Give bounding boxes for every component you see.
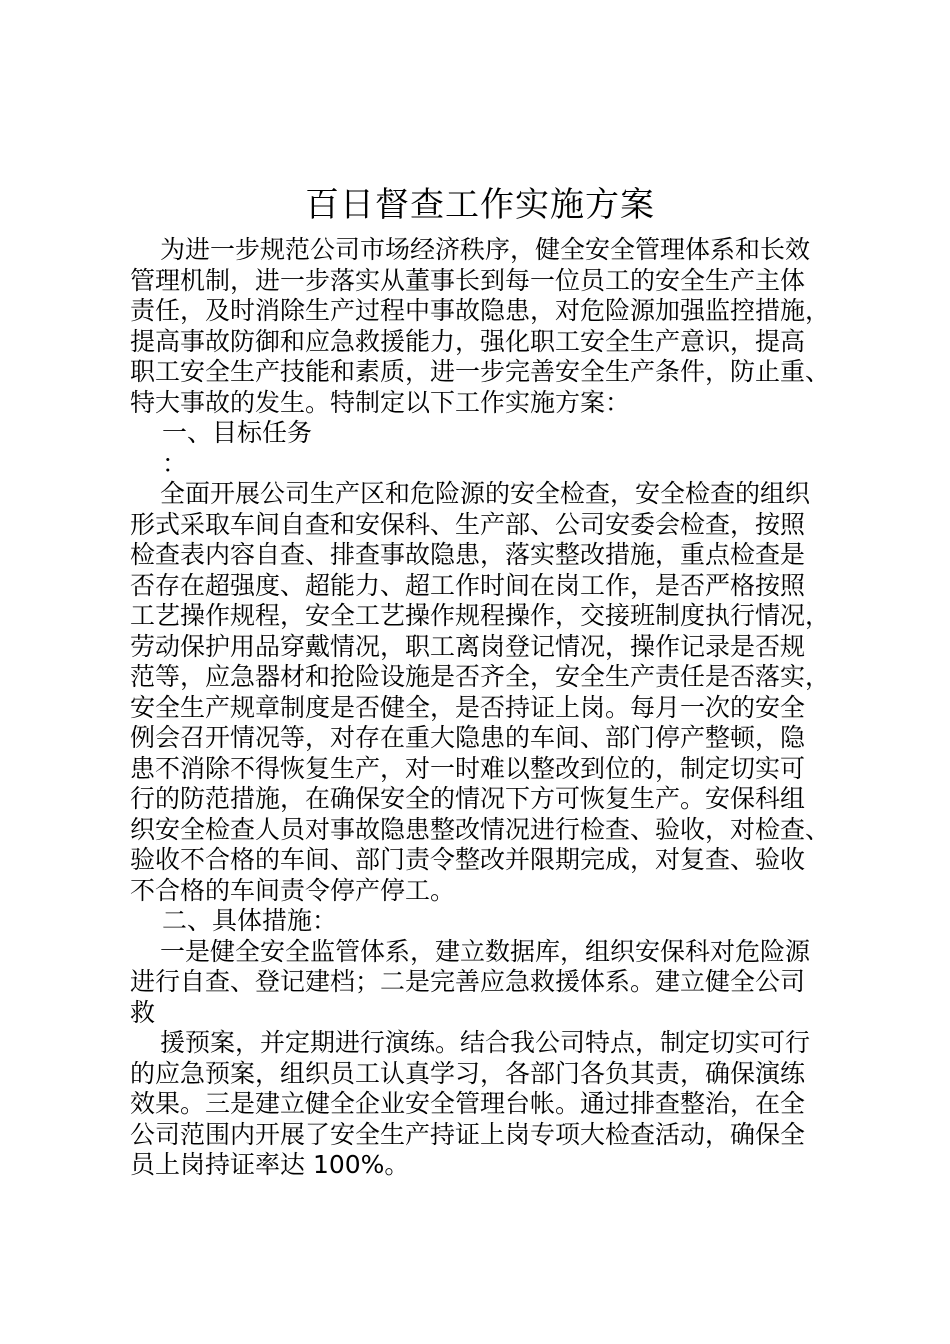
paragraph-line: 范等，应急器材和抢险设施是否齐全，安全生产责任是否落实， [130,662,831,691]
paragraph-line: 形式采取车间自查和安保科、生产部、公司安委会检查，按照 [130,510,806,539]
paragraph-line: 为进一步规范公司市场经济秩序，健全安全管理体系和长效 [160,235,811,264]
paragraph-line: 公司范围内开展了安全生产持证上岗专项大检查活动，确保全 [130,1120,806,1149]
section-heading: 二、具体措施： [162,906,338,935]
paragraph-line: 验收不合格的车间、部门责令整改并限期完成，对复查、验收 [130,845,806,874]
paragraph-line: 劳动保护用品穿戴情况，职工离岗登记情况，操作记录是否规 [130,632,806,661]
paragraph-line: 不合格的车间责令停产停工。 [130,876,456,905]
paragraph-line: 救 [130,998,156,1027]
paragraph-line: 患不消除不得恢复生产，对一时难以整改到位的，制定切实可 [130,754,806,783]
paragraph-line: 责任，及时消除生产过程中事故隐患，对危险源加强监控措施， [130,296,831,325]
paragraph-line: 行的防范措施，在确保安全的情况下方可恢复生产。安保科组 [130,784,806,813]
paragraph-line: 效果。三是建立健全企业安全管理台帐。通过排查整治，在全 [130,1089,806,1118]
paragraph-line: 员上岗持证率达 100%。 [130,1150,410,1179]
paragraph-line: 全面开展公司生产区和危险源的安全检查，安全检查的组织 [160,479,811,508]
paragraph-line: 例会召开情况等，对存在重大隐患的车间、部门停产整顿，隐 [130,723,806,752]
paragraph-line: ： [162,449,188,478]
paragraph-line: 检查表内容自查、排查事故隐患，落实整改措施，重点检查是 [130,540,806,569]
paragraph-line: 织安全检查人员对事故隐患整改情况进行检查、验收，对检查、 [130,815,831,844]
paragraph-line: 安全生产规章制度是否健全，是否持证上岗。每月一次的安全 [130,693,806,722]
paragraph-line: 职工安全生产技能和素质，进一步完善安全生产条件，防止重、 [130,357,831,386]
paragraph-line: 管理机制，进一步落实从董事长到每一位员工的安全生产主体 [130,266,806,295]
document-title: 百日督查工作实施方案 [305,185,655,225]
paragraph-line: 进行自查、登记建档；二是完善应急救援体系。建立健全公司 [130,967,806,996]
paragraph-line: 一是健全安全监管体系，建立数据库，组织安保科对危险源 [160,937,811,966]
section-heading: 一、目标任务 [162,418,313,447]
paragraph-line: 特大事故的发生。特制定以下工作实施方案： [130,388,631,417]
paragraph-line: 提高事故防御和应急救援能力，强化职工安全生产意识，提高 [130,327,806,356]
paragraph-line: 工艺操作规程，安全工艺操作规程操作，交接班制度执行情况， [130,601,831,630]
paragraph-line: 援预案，并定期进行演练。结合我公司特点，制定切实可行 [160,1028,811,1057]
paragraph-line: 否存在超强度、超能力、超工作时间在岗工作，是否严格按照 [130,571,806,600]
paragraph-line: 的应急预案，组织员工认真学习，各部门各负其责，确保演练 [130,1059,806,1088]
